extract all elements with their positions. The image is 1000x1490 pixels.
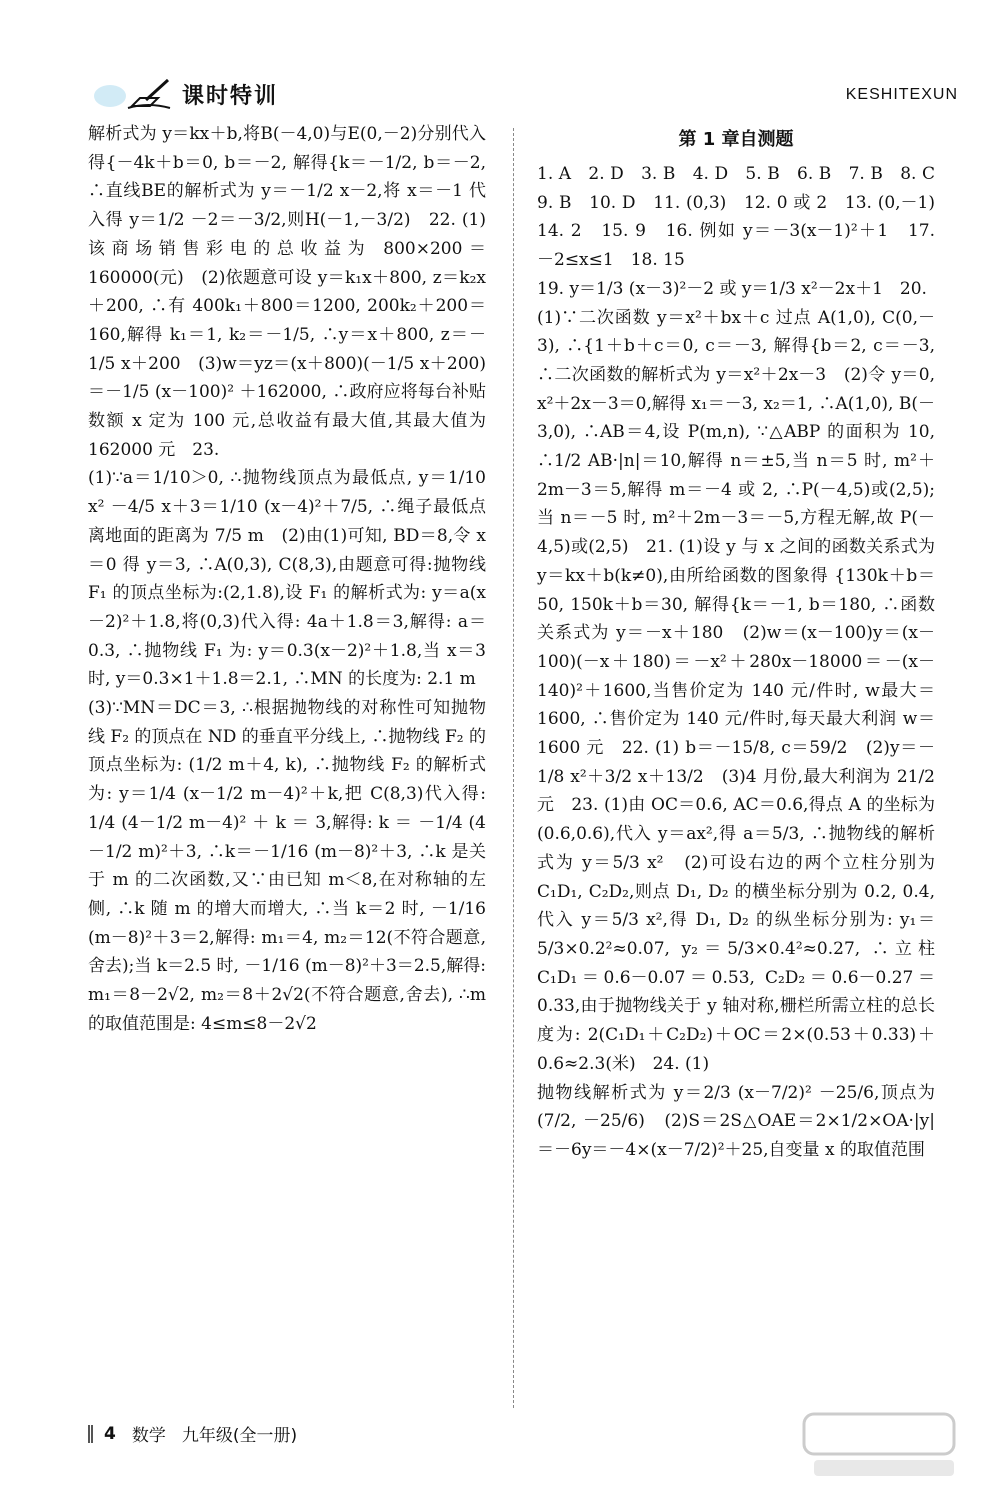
- brand-pinyin: KESHITEXUN: [845, 86, 958, 103]
- brand-logo: [88, 76, 278, 112]
- right-paragraph-4: 抛物线解析式为 y＝2/3 (x－7/2)² －25/6,顶点为 (7/2, －25/6) (2)S＝2S△OAE＝2×1/2×OA·|y|＝－6y＝－4×(x－7/2)²＋25,自变量 x 的取值范围: [537, 1082, 935, 1160]
- right-column: [537, 120, 952, 1165]
- page-number: 4: [104, 1423, 116, 1444]
- left-paragraph-2: (1)∵a＝1/10＞0, ∴抛物线顶点为最低点, y＝1/10 x² －4/5 x＋3＝1/10 (x－4)²＋7/5, ∴绳子最低点离地面的距离为 7/5 m (2)由(1)可知, BD＝8,令 x＝0 得 y＝3, ∴A(0,3), C(8,3),由题意可得:抛物线 F₁ 的顶点坐标为:(2,1.8),设 F₁ 的解析式为: y＝a(x－2)²＋1.8,将(0,3)代入得: 4a＋1.8＝3,解得: a＝0.3, ∴抛物线 F₁ 为: y＝0.3(x－2)²＋1.8,当 x＝3 时, y＝0.3×1＋1.8＝2.1, ∴MN 的长度为: 2.1 m: [88, 468, 486, 690]
- page-footer: [88, 1421, 313, 1446]
- subject-label: 数学: [131, 1426, 166, 1446]
- watermark-logo: [802, 1410, 962, 1480]
- right-paragraph-3: (1)∵二次函数 y＝x²＋bx＋c 过点 A(1,0), C(0,－3), ∴{1＋b＋c＝0, c＝－3, 解得{b＝2, c＝－3, ∴二次函数的解析式为 y＝x²＋2x－3 (2)令 y＝0, x²＋2x－3＝0,解得 x₁＝－3, x₂＝1, ∴A(1,0), B(－3,0), ∴AB＝4,设 P(m,n), ∵△ABP 的面积为 10, ∴1/2 AB·|n|＝10,解得 n＝±5,当 n＝5 时, m²＋2m－3＝5,解得 m＝－4 或 2, ∴P(－4,5)或(2,5);当 n＝－5 时, m²＋2m－3＝－5,方程无解,故 P(－4,5)或(2,5) 21. (1)设 y 与 x 之间的函数关系式为 y＝kx＋b(k≠0),由所给函数的图象得 {130k＋b＝50, 150k＋b＝30, 解得{k＝－1, b＝180, ∴函数关系式为 y＝－x＋180 (2)w＝(x－100)y＝(x－100)(－x＋180)＝－x²＋280x－18000＝－(x－140)²＋1600,当售价定为 140 元/件时, w最大＝1600, ∴售价定为 140 元/件时,每天最大利润 w＝1600 元 22. (1) b＝－15/8, c＝59/2 (2)y＝－1/8 x²＋3/2 x＋13/2 (3)4 月份,最大利润为 21/2 元 23. (1)由 OC＝0.6, AC＝0.6,得点 A 的坐标为(0.6,0.6),代入 y＝ax²,得 a＝5/3, ∴抛物线的解析式为 y＝5/3 x² (2)可设右边的两个立柱分别为 C₁D₁, C₂D₂,则点 D₁, D₂ 的横坐标分别为 0.2, 0.4,代入 y＝5/3 x²,得 D₁, D₂ 的纵坐标分别为: y₁＝5/3×0.2²≈0.07, y₂＝5/3×0.4²≈0.27, ∴立柱 C₁D₁＝0.6－0.07＝0.53, C₂D₂＝0.6－0.27＝0.33,由于抛物线关于 y 轴对称,栅栏所需立柱的总长度为: 2(C₁D₁＋C₂D₂)＋OC＝2×(0.53＋0.33)＋0.6≈2.3(米) 24. (1): [537, 307, 935, 1074]
- right-paragraph-1: 1. A 2. D 3. B 4. D 5. B 6. B 7. B 8. C 9. B 10. D 11. (0,3) 12. 0 或 2 13. (0,－1) 14. 2 15. 9 16. 例如 y＝－3(x－1)²＋1 17. －2≤x≤1 18. 15: [537, 164, 952, 271]
- left-paragraph-1: 解析式为 y＝kx＋b,将B(－4,0)与E(0,－2)分别代入得{－4k＋b＝0, b＝－2, 解得{k＝－1/2, b＝－2, ∴直线BE的解析式为 y＝－1/2 x－2,将 x＝－1 代入得 y＝1/2 －2＝－3/2,则H(－1,－3/2) 22. (1)该商场销售彩电的总收益为 800×200＝160000(元) (2)依题意可设 y＝k₁x＋800, z＝k₂x＋200, ∴有 400k₁＋800＝1200, 200k₂＋200＝160,解得 k₁＝1, k₂＝－1/5, ∴y＝x＋800, z＝－1/5 x＋200 (3)w＝yz＝(x＋800)(－1/5 x＋200)＝－1/5 (x－100)² ＋162000, ∴政府应将每台补贴数额 x 定为 100 元,总收益有最大值,其最大值为 162000 元 23.: [88, 124, 486, 460]
- pen-book-icon: [88, 76, 176, 112]
- column-divider: [513, 128, 514, 1408]
- brand-title: 课时特训: [182, 83, 279, 109]
- left-column: [88, 120, 486, 1039]
- right-paragraph-2: 19. y＝1/3 (x－3)²－2 或 y＝1/3 x²－2x＋1 20.: [537, 278, 927, 299]
- grade-label: 九年级(全一册): [181, 1426, 298, 1446]
- page-header: [0, 0, 1000, 120]
- section-title: 第 1 章自测题: [678, 129, 794, 150]
- left-paragraph-3: (3)∵MN＝DC＝3, ∴根据抛物线的对称性可知抛物线 F₂ 的顶点在 ND 的垂直平分线上, ∴抛物线 F₂ 的顶点坐标为: (1/2 m＋4, k), ∴抛物线 F₂ 的解析式为: y＝1/4 (x－1/2 m－4)²＋k,把 C(8,3)代入得: 1/4 (4－1/2 m－4)² ＋ k ＝ 3,解得: k ＝ －1/4 (4－1/2 m)²＋3, ∴k＝－1/16 (m－8)²＋3, ∴k 是关于 m 的二次函数,又∵由已知 m＜8,在对称轴的左侧, ∴k 随 m 的增大而增大, ∴当 k＝2 时, －1/16 (m－8)²＋3＝2,解得: m₁＝4, m₂＝12(不符合题意,舍去);当 k＝2.5 时, －1/16 (m－8)²＋3＝2.5,解得: m₁＝8－2√2, m₂＝8＋2√2(不符合题意,舍去), ∴m 的取值范围是: 4≤m≤8－2√2: [88, 698, 486, 1034]
- footer-bar-icon: [88, 1425, 94, 1443]
